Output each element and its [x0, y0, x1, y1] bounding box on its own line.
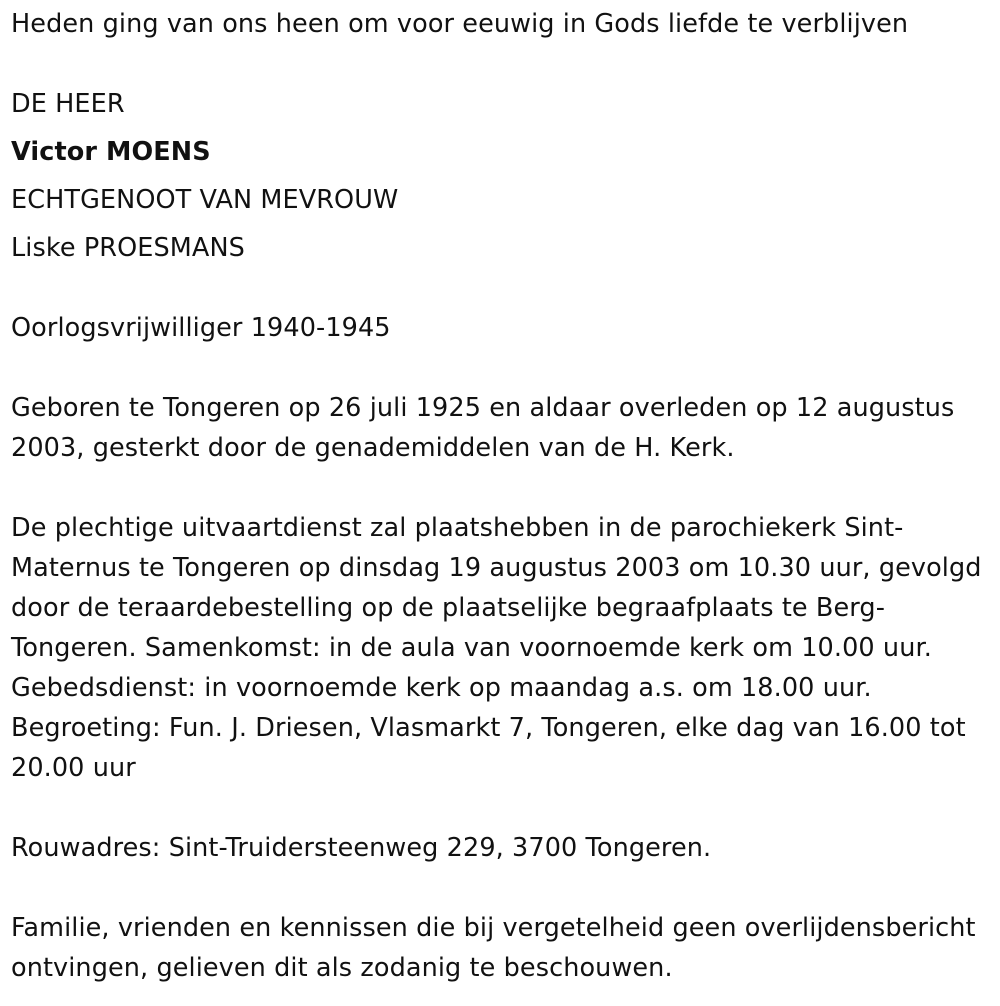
intro-text: Heden ging van ons heen om voor eeuwig in Gods liefde te verblijven: [11, 9, 909, 39]
mourning-address: Rouwadres: Sint-Truidersteenweg 229, 3700 Tongeren.: [11, 833, 712, 863]
death-notice: [11, 4, 991, 988]
spouse-name: Liske PROESMANS: [11, 233, 245, 263]
closing-text: Familie, vrienden en kennissen die bij vergetelheid geen overlijdensbericht ontvingen, gelieven dit als zodanig te beschouwen.: [11, 913, 976, 983]
spouse-relation: ECHTGENOOT VAN MEVROUW: [11, 185, 399, 215]
funeral-details-text: De plechtige uitvaartdienst zal plaatshebben in de parochiekerk Sint-Maternus te Tongeren op dinsdag 19 augustus 2003 om 10.30 uur, gevolgd door de teraardebestelling op de plaatselijke begraafplaats te Berg-Tongeren. Samenkomst: in de aula van voornoemde kerk om 10.00 uur. Gebedsdienst: in voornoemde kerk op maandag a.s. om 18.00 uur. Begroeting: Fun. J. Driesen, Vlasmarkt 7, Tongeren, elke dag van 16.00 tot 20.00 uur: [11, 513, 982, 783]
deceased-name: Victor MOENS: [11, 137, 211, 167]
birth-death-text: Geboren te Tongeren op 26 juli 1925 en aldaar overleden op 12 augustus 2003, gesterkt door de genademiddelen van de H. Kerk.: [11, 393, 955, 463]
honorific: DE HEER: [11, 89, 125, 119]
service-note: Oorlogsvrijwilliger 1940-1945: [11, 313, 391, 343]
